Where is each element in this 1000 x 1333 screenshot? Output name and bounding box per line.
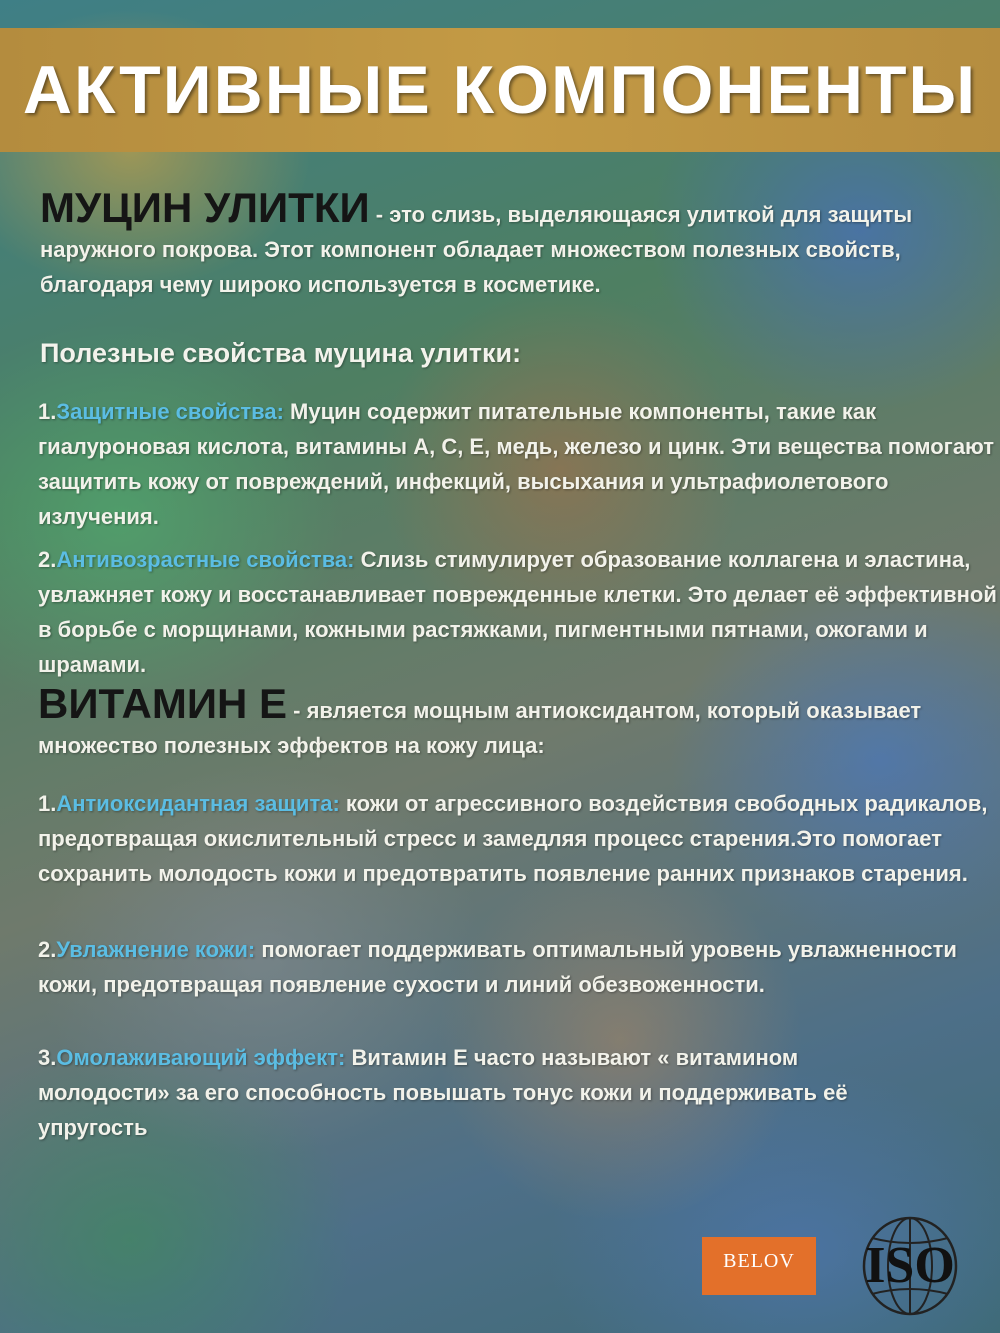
item-number: 1. xyxy=(38,791,57,816)
item-number: 2. xyxy=(38,937,57,962)
item-text: помогает поддерживать оптимальный уровень увлажненности кожи, предотвращая появление сухости и линий обезвоженности. xyxy=(38,937,957,997)
iso-label: ISO xyxy=(865,1237,955,1294)
vitamin-description: - является мощным антиоксидантом, который оказывает множество полезных эффектов на кожу лица: xyxy=(38,698,922,758)
mucin-description: - это слизь, выделяющаяся улиткой для защиты наружного покрова. Этот компонент обладает множеством полезных свойств, благодаря чему широко используется в косметике. xyxy=(40,202,913,297)
vitamin-intro xyxy=(38,680,968,763)
iso-logo xyxy=(846,1216,974,1316)
title-banner xyxy=(0,28,1000,152)
page-title: АКТИВНЫЕ КОМПОНЕНТЫ xyxy=(22,52,978,128)
brand-name: BELOV xyxy=(723,1250,795,1272)
item-text: кожи от агрессивного воздействия свободных радикалов, предотвращая окислительный стресс и замедляя процесс старения.Это помогает сохранить молодость кожи и предотвратить появление ранних признаков старения. xyxy=(38,791,988,886)
vitamin-item xyxy=(38,932,988,1002)
item-number: 2. xyxy=(38,547,57,572)
mucin-props-title: Полезные свойства муцина улитки: xyxy=(40,338,522,368)
item-text: Слизь стимулирует образование коллагена и эластина, увлажняет кожу и восстанавливает поврежденные клетки. Это делает её эффективной в борьбе с морщинами, кожными растяжками, пигментными пятнами, ожогами и шрамами. xyxy=(38,547,997,677)
item-label: Защитные свойства: xyxy=(56,399,284,424)
vitamin-item xyxy=(38,786,988,891)
item-number: 1. xyxy=(38,399,57,424)
item-label: Антивозрастные свойства: xyxy=(56,547,355,572)
item-text: Муцин содержит питательные компоненты, такие как гиалуроновая кислота, витамины А, С, Е, медь, железо и цинк. Эти вещества помогают защитить кожу от повреждений, инфекций, высыхания и ультрафиолетового излучения. xyxy=(38,399,995,529)
item-label: Антиоксидантная защита: xyxy=(56,791,340,816)
item-number: 3. xyxy=(38,1045,57,1070)
mucin-intro xyxy=(40,184,970,302)
mucin-item xyxy=(38,394,1000,534)
mucin-heading: МУЦИН УЛИТКИ xyxy=(40,184,370,231)
item-label: Увлажнение кожи: xyxy=(56,937,256,962)
item-text: Витамин Е часто называют « витамином молодости» за его способность повышать тонус кожи и поддерживать её упругость xyxy=(38,1045,848,1140)
vitamin-heading: ВИТАМИН Е xyxy=(38,680,288,727)
mucin-item xyxy=(38,542,1000,682)
vitamin-item xyxy=(38,1040,858,1145)
brand-logo xyxy=(702,1237,816,1295)
item-label: Омолаживающий эффект: xyxy=(56,1045,346,1070)
